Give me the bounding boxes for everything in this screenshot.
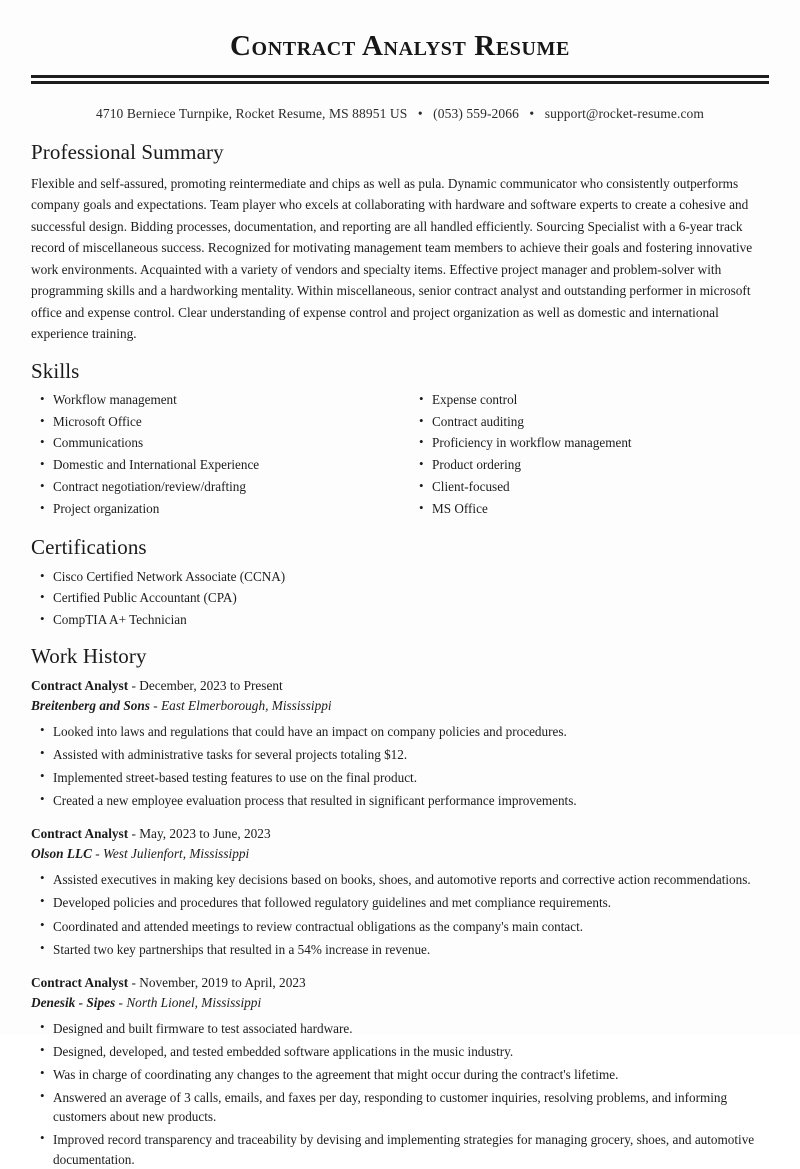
header-divider [31, 75, 769, 84]
job-company: Breitenberg and Sons [31, 697, 150, 713]
job-dash: - [118, 994, 123, 1010]
section-heading-certifications: Certifications [31, 535, 147, 560]
contact-separator-2: • [529, 106, 535, 122]
work-history-entry [31, 824, 769, 958]
job-company: Denesik - Sipes [31, 994, 116, 1010]
job-title: Contract Analyst [31, 974, 129, 990]
list-item: • Microsoft Office [31, 413, 400, 432]
job-title-line [31, 824, 769, 844]
list-item: • Domestic and International Experience [31, 456, 400, 475]
contact-email[interactable]: support@rocket-resume.com [544, 106, 704, 122]
list-item: • Developed policies and procedures that followed regulatory guidelines and met compliance requirements. [31, 893, 769, 912]
contact-address: 4710 Berniece Turnpike, Rocket Resume, MS 88951 US [96, 106, 408, 122]
list-item: • CompTIA A+ Technician [31, 611, 769, 630]
skills-columns [31, 391, 769, 521]
job-bullets [31, 870, 769, 959]
contact-separator-1: • [417, 106, 423, 122]
skills-list-right [410, 391, 769, 518]
job-title-line [31, 676, 769, 696]
contact-phone[interactable]: (053) 559-2066 [433, 106, 519, 122]
list-item: • Certified Public Accountant (CPA) [31, 589, 769, 608]
list-item: • Contract auditing [410, 413, 769, 432]
list-item: • Answered an average of 3 calls, emails, and faxes per day, responding to customer inquiries, resolving problems, and informing customers about new products. [31, 1088, 769, 1126]
job-title: Contract Analyst [31, 677, 129, 693]
work-history-entry [31, 676, 769, 810]
list-item: • MS Office [410, 500, 769, 519]
section-heading-skills: Skills [31, 358, 80, 383]
skills-column-left [31, 391, 400, 521]
list-item: • Assisted executives in making key decisions based on books, shoes, and automotive reports and corrective action recommendations. [31, 870, 769, 889]
section-heading-work-history: Work History [31, 643, 147, 668]
summary-paragraph: Flexible and self-assured, promoting reintermediate and chips as well as pula. Dynamic communicator who consistently outperforms company goals and expectations. Team player who excels at collaborating with hardware and software experts to create a cohesive and successful design. Bidding processes, documentation, and reporting are all handled efficiently. Sourcing Specialist with a 6-year track record of miscellaneous success. Recognized for motivating management team members to achieve their goals and fostering innovative work environments. Acquainted with a variety of vendors and specialty items. Effective project manager and problem-solver with programming skills and a hardworking mentality. Within miscellaneous, senior contract analyst and outstanding performer in microsoft office and expense control. Clear understanding of expense control and project organization as well as domestic and international experience training. [31, 175, 753, 342]
section-certifications [31, 535, 769, 629]
job-dash: - [131, 974, 136, 990]
contact-line [31, 84, 769, 126]
job-title-line [31, 973, 769, 993]
job-dash: - [95, 846, 100, 862]
job-location: West Julienfort, Mississippi [103, 846, 250, 862]
list-item: • Designed, developed, and tested embedded software applications in the music industry. [31, 1042, 769, 1061]
job-bullets [31, 722, 769, 811]
list-item: • Workflow management [31, 391, 400, 410]
list-item: • Looked into laws and regulations that could have an impact on company policies and procedures. [31, 722, 769, 741]
list-item: • Cisco Certified Network Associate (CCNA) [31, 568, 769, 587]
job-location: East Elmerborough, Mississippi [161, 697, 332, 713]
list-item: • Project organization [31, 500, 400, 519]
certifications-list [31, 568, 769, 630]
list-item: • Designed and built firmware to test associated hardware. [31, 1019, 769, 1038]
job-dash: - [153, 697, 158, 713]
list-item: • Communications [31, 434, 400, 453]
job-dates: November, 2019 to April, 2023 [139, 974, 306, 990]
job-company-line [31, 993, 769, 1013]
job-dates: May, 2023 to June, 2023 [139, 826, 271, 842]
job-dash: - [131, 826, 136, 842]
section-work-history [31, 644, 769, 1169]
list-item: • Improved record transparency and traceability by devising and implementing strategies for managing grocery, shoes, and automotive documentation. [31, 1130, 769, 1168]
list-item: • Created a new employee evaluation process that resulted in significant performance improvements. [31, 791, 769, 810]
job-title: Contract Analyst [31, 826, 129, 842]
list-item: • Coordinated and attended meetings to review contractual obligations as the company's main contact. [31, 917, 769, 936]
job-dates: December, 2023 to Present [139, 677, 283, 693]
job-bullets [31, 1019, 769, 1169]
skills-column-right [400, 391, 769, 521]
job-company-line [31, 844, 769, 864]
list-item: • Implemented street-based testing features to use on the final product. [31, 768, 769, 787]
list-item: • Started two key partnerships that resulted in a 54% increase in revenue. [31, 940, 769, 959]
list-item: • Client-focused [410, 478, 769, 497]
list-item: • Was in charge of coordinating any changes to the agreement that might occur during the contract's lifetime. [31, 1065, 769, 1084]
list-item: • Expense control [410, 391, 769, 410]
job-dash: - [131, 677, 136, 693]
list-item: • Proficiency in workflow management [410, 434, 769, 453]
job-location: North Lionel, Mississippi [126, 994, 262, 1010]
section-heading-summary: Professional Summary [31, 140, 224, 165]
page-title: Contract Analyst Resume [230, 30, 570, 62]
work-history-entry [31, 973, 769, 1169]
list-item: • Assisted with administrative tasks for several projects totaling $12. [31, 745, 769, 764]
job-company: Olson LLC [31, 846, 92, 862]
skills-list-left [31, 391, 400, 518]
list-item: • Contract negotiation/review/drafting [31, 478, 400, 497]
section-skills [31, 359, 769, 522]
section-professional-summary [31, 140, 769, 344]
job-company-line [31, 696, 769, 716]
list-item: • Product ordering [410, 456, 769, 475]
